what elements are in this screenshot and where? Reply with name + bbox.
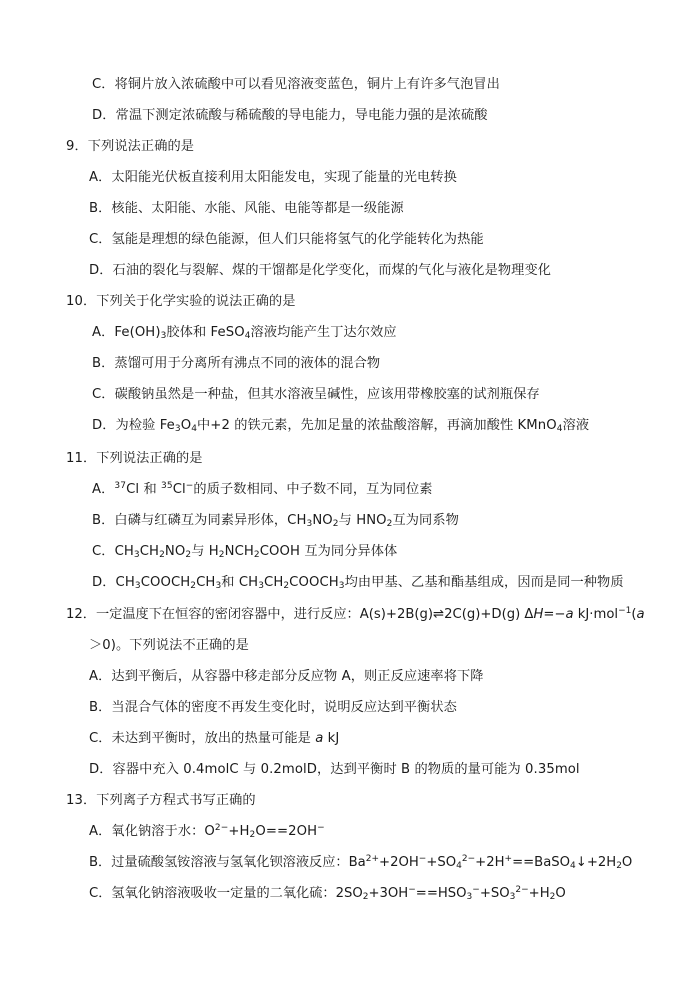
q10-stem: 10．下列关于化学实验的说法正确的是	[66, 294, 296, 309]
q10-option-b: B．蒸馏可用于分离所有沸点不同的液体的混合物	[92, 356, 381, 371]
q10-option-c: C．碳酸钠虽然是一种盐，但其水溶液呈碱性，应该用带橡胶塞的试剂瓶保存	[92, 387, 540, 402]
q11-option-d: D．$CH_3COOCH_2CH_3$和 $CH_3CH_2COOCH_3$均由甲基、乙基和酯基组成，因而是同一种物质	[92, 575, 624, 591]
q11-option-b: B．白磷与红磷互为同素异形体，$CH_3NO_2$与 $HNO_2$互为同系物	[92, 513, 459, 529]
q11-stem: 11．下列说法正确的是	[66, 451, 203, 466]
q10-option-d: D．为检验 $Fe_3O_4$中+2 的铁元素，先加足量的浓盐酸溶解，再滴加酸性 KMnO$_4$溶液	[92, 418, 590, 434]
q13-option-a: A．氧化钠溶于水：$O^{2-}+H_2O==2OH^-$	[89, 823, 325, 840]
q11-option-a: A．$^{37}$Cl 和 $^{35}$Cl−的质子数相同、中子数不同，互为同位素	[92, 481, 433, 497]
q9-option-a: A．太阳能光伏板直接利用太阳能发电，实现了能量的光电转换	[89, 170, 457, 185]
q13-stem: 13．下列离子方程式书写正确的	[66, 793, 256, 808]
q10-option-a: A．$Fe(OH)_3$胶体和 FeSO$_4$溶液均能产生丁达尔效应	[92, 325, 397, 341]
q12-option-b: B．当混合气体的密度不再发生变化时，说明反应达到平衡状态	[89, 700, 457, 715]
q9-option-d: D．石油的裂化与裂解、煤的干馏都是化学变化，而煤的气化与液化是物理变化	[89, 263, 552, 278]
q12-option-d: D．容器中充入 0.4molC 与 0.2molD，达到平衡时 B 的物质的量可能为 0.35mol	[89, 762, 580, 777]
q9-option-b: B．核能、太阳能、水能、风能、电能等都是一级能源	[89, 201, 404, 216]
q11-option-c: C．$CH_3CH_2NO_2$与 $H_2NCH_2COOH$ 互为同分异体体	[92, 544, 398, 560]
q8-option-c: C．将铜片放入浓硫酸中可以看见溶液变蓝色，铜片上有许多气泡冒出	[92, 77, 500, 92]
q12-option-a: A．达到平衡后，从容器中移走部分反应物 A，则正反应速率将下降	[89, 669, 484, 684]
q13-option-b: B．过量硫酸氢铵溶液与氢氧化钡溶液反应：$Ba^{2+}+2OH^-+SO_4^{2-}+2H^+==BaSO_4↓+2H_2O$	[89, 854, 633, 871]
q8-option-d: D．常温下测定浓硫酸与稀硫酸的导电能力，导电能力强的是浓硫酸	[92, 108, 488, 123]
q9-option-c: C．氢能是理想的绿色能源，但人们只能将氢气的化学能转化为热能	[89, 232, 484, 247]
q9-stem: 9．下列说法正确的是	[66, 139, 195, 154]
q12-option-c: C．未达到平衡时，放出的热量可能是 a kJ	[89, 731, 340, 746]
q12-stem-line2: ＞0)。下列说法不正确的是	[89, 638, 249, 653]
equilibrium-arrow: ⇌	[433, 607, 445, 622]
q13-option-c: C．氢氧化钠溶液吸收一定量的二氧化硫：$2SO_2+3OH^-==HSO_3^-+SO_3^{2-}+H_2O$	[89, 885, 566, 902]
q12-stem-line1: 12．一定温度下在恒容的密闭容器中，进行反应：A(s)+2B(g)⇌2C(g)+D(g) ΔH=−a kJ·mol$^{-1}$(a	[66, 606, 645, 622]
